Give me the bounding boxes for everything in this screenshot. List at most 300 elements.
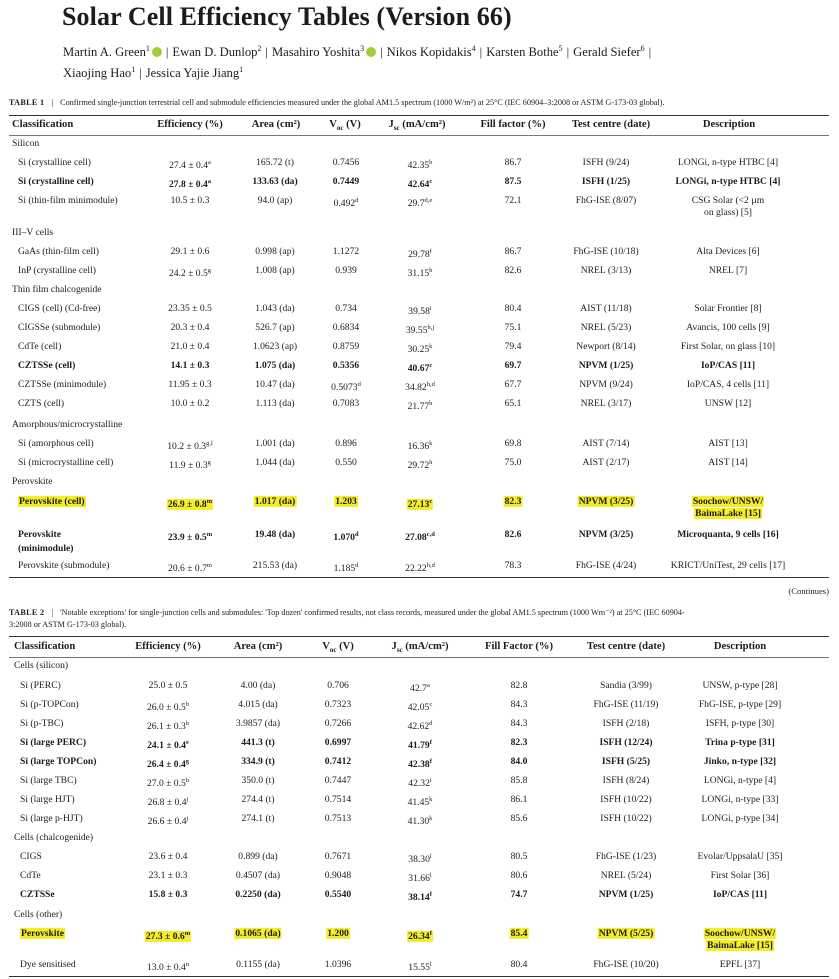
header-efficiency (135, 641, 201, 653)
cell-test-centre (601, 870, 652, 882)
cell-classification-cont (18, 543, 73, 555)
cell-jsc-text: 16.36$^k$ (407, 440, 433, 453)
author-separator: | (479, 45, 483, 60)
cell-voc (334, 195, 359, 210)
cell-area (255, 322, 294, 334)
cell-classification-text: Perovskite (21, 928, 64, 939)
cell-fill-factor (505, 322, 522, 334)
cell-area-text: 1.0623 (ap) (252, 341, 298, 352)
cell-jsc-text: 22.22$^{h,d}$ (405, 562, 435, 575)
cell-area-text: 4.015 (da) (238, 699, 278, 710)
cell-description-text: First Solar [36] (710, 870, 770, 881)
cell-test-centre (581, 265, 632, 277)
cell-jsc-text: 31.66$^l$ (408, 872, 432, 885)
cell-description-text: Soochow/UNSW/ (692, 496, 764, 507)
cell-voc-text: 0.7449 (332, 176, 360, 187)
cell-efficiency-text: 27.8 ± 0.4$^a$ (168, 178, 212, 191)
header-jsc-subscript: sc (393, 124, 400, 133)
cell-fill-factor (511, 813, 528, 825)
cell-jsc (408, 699, 432, 714)
header-jsc-unit: (mA/cm²) (399, 119, 446, 130)
cell-jsc-text: 42.38$^f$ (408, 758, 432, 771)
section-heading (14, 832, 93, 844)
author-affiliation: 3 (360, 44, 365, 53)
cell-jsc (408, 737, 432, 752)
cell-test-centre (603, 775, 650, 787)
cell-description-text: IoP/CAS, 4 cells [11] (686, 379, 770, 390)
cell-classification-text: CZTSSe (minimodule) (18, 379, 107, 390)
header-jsc-text: J (388, 119, 394, 130)
cell-jsc-footnote: h (429, 459, 433, 466)
cell-area-text: 133.63 (da) (252, 176, 298, 187)
cell-jsc-text: 38.14$^f$ (408, 891, 432, 904)
cell-jsc-text: 27.13$^c$ (407, 498, 433, 511)
table2-bottom-rule (9, 976, 829, 977)
table2-header-rule (9, 657, 829, 658)
cell-efficiency (168, 560, 212, 575)
cell-jsc-text: 31.15$^h$ (407, 267, 433, 280)
cell-test-centre-text: ISFH (10/22) (600, 794, 652, 805)
cell-area-text: 350.0 (t) (241, 775, 275, 786)
cell-description-text: FhG-ISE, p-type [29] (698, 699, 782, 710)
cell-fill-factor-text: 82.8 (510, 680, 528, 691)
cell-classification-text: Si (crystalline cell) (18, 157, 91, 168)
cell-efficiency-footnote: g (207, 267, 212, 274)
cell-efficiency-text: 26.1 ± 0.3$^b$ (146, 720, 190, 733)
cell-voc-text: 1.1272 (332, 246, 360, 257)
cell-voc (325, 813, 351, 825)
cell-voc (333, 246, 359, 258)
header-classification (14, 641, 75, 653)
cell-fill-factor-text: 82.6 (504, 265, 522, 276)
cell-fill-factor (511, 775, 528, 787)
cell-test-centre-text: NREL (5/23) (580, 322, 632, 333)
cell-jsc (408, 813, 433, 828)
cell-jsc (407, 928, 433, 943)
cell-fill-factor (505, 341, 522, 353)
cell-area-text: 1.001 (da) (255, 438, 295, 449)
cell-efficiency (169, 265, 211, 280)
cell-classification (20, 851, 42, 863)
cell-efficiency-text: 21.0 ± 0.4 (170, 341, 210, 352)
header-fill-factor (485, 641, 553, 653)
cell-fill-factor-text: 85.4 (510, 928, 528, 939)
cell-fill-factor (511, 794, 528, 806)
cell-test-centre-text: FhG-ISE (11/19) (593, 699, 659, 710)
author-name: Gerald Siefer (573, 45, 641, 60)
cell-classification-text: Si (p-TOPCon) (20, 699, 79, 710)
cell-classification-cont-text: (minimodule) (18, 543, 74, 554)
section-heading-text: III–V cells (12, 227, 54, 238)
cell-efficiency (171, 195, 210, 207)
cell-jsc-footnote: f (429, 758, 432, 765)
cell-area-text: 441.3 (t) (241, 737, 275, 748)
cell-fill-factor-text: 74.7 (510, 889, 528, 900)
cell-description (701, 360, 755, 372)
cell-test-centre (603, 718, 650, 730)
cell-test-centre (598, 928, 655, 940)
cell-test-centre-text: FhG-ISE (10/20) (593, 959, 659, 970)
cell-voc (325, 775, 351, 787)
cell-classification (18, 457, 113, 469)
cell-jsc (405, 529, 435, 544)
cell-efficiency-footnote: m (184, 930, 191, 937)
cell-voc-text: 0.7447 (324, 775, 352, 786)
cell-fill-factor-text: 84.3 (510, 718, 528, 729)
cell-jsc-footnote: a (426, 682, 430, 689)
cell-test-centre (579, 379, 633, 391)
cell-jsc-footnote: h (429, 267, 433, 274)
cell-efficiency (147, 718, 189, 733)
author-separator: | (165, 45, 169, 60)
header-fill-factor-text: Fill factor (%) (480, 119, 546, 130)
cell-jsc-footnote: l (429, 961, 432, 968)
cell-test-centre (583, 438, 630, 450)
cell-fill-factor (510, 928, 529, 940)
table1-bottom-rule (9, 577, 829, 578)
author-name: Ewan D. Dunlop (172, 45, 258, 60)
cell-efficiency-text: $26.9 \pm 0.8^m$ (167, 498, 213, 511)
cell-efficiency-footnote: m (206, 498, 213, 505)
cell-area (234, 928, 281, 940)
cell-description (694, 303, 761, 315)
table1-label: TABLE 1 (9, 98, 45, 107)
cell-jsc-text: 42.7$^a$ (410, 682, 430, 695)
cell-voc-text: 0.7412 (324, 756, 352, 767)
cell-area-text: 0.998 (ap) (255, 246, 295, 257)
cell-voc (333, 529, 358, 544)
cell-classification-text: CIGS (20, 851, 42, 862)
cell-efficiency-footnote: a (207, 159, 211, 166)
cell-jsc-text: 38.30$^l$ (408, 853, 432, 866)
cell-test-centre (600, 794, 651, 806)
cell-efficiency (168, 529, 212, 544)
cell-classification (18, 195, 118, 207)
cell-description (702, 794, 779, 806)
cell-area (253, 560, 297, 572)
cell-efficiency-footnote: m (206, 531, 213, 538)
cell-jsc-text: 34.82$^{h,d}$ (405, 381, 435, 394)
cell-area (255, 246, 294, 258)
cell-efficiency-text: 24.2 ± 0.5$^g$ (168, 267, 212, 280)
header-test-centre-text: Test centre (date) (571, 119, 651, 130)
header-fill-factor-text: Fill Factor (%) (484, 641, 554, 652)
cell-jsc-footnote: f (429, 248, 432, 255)
cell-test-centre-text: ISFH (2/18) (602, 718, 650, 729)
cell-efficiency-text: 24.1 ± 0.4$^e$ (147, 739, 189, 752)
author-affiliation: 2 (257, 44, 262, 53)
cell-area (236, 870, 280, 882)
cell-jsc (408, 794, 433, 809)
cell-efficiency (149, 680, 188, 692)
cell-area-text: 0.4507 (da) (235, 870, 281, 881)
cell-fill-factor-text: 69.8 (504, 438, 522, 449)
cell-voc-text: 1.0396 (324, 959, 352, 970)
cell-test-centre-text: AIST (7/14) (582, 438, 630, 449)
cell-classification-text: CdTe (20, 870, 41, 881)
cell-fill-factor-text: 84.3 (510, 699, 528, 710)
cell-fill-factor (505, 303, 522, 315)
cell-jsc (408, 157, 433, 172)
section-heading (14, 909, 62, 921)
cell-test-centre (573, 246, 638, 258)
cell-area-text: 19.48 (da) (254, 529, 296, 540)
cell-classification (20, 959, 76, 971)
cell-description (720, 959, 760, 971)
table1-continues: (Continues) (788, 586, 829, 596)
cell-voc-text: 0.8759 (332, 341, 360, 352)
cell-classification-text: Si (large TOPCon) (20, 756, 97, 767)
cell-area-text: 215.53 (da) (252, 560, 298, 571)
cell-jsc-footnote: h,d (426, 562, 435, 569)
cell-efficiency (148, 813, 189, 828)
cell-fill-factor-text: 86.7 (504, 246, 522, 257)
cell-description (706, 718, 774, 730)
cell-fill-factor-text: 85.8 (510, 775, 528, 786)
cell-jsc (408, 457, 433, 472)
cell-jsc-text: 41.30$^k$ (407, 815, 433, 828)
cell-jsc (408, 265, 433, 280)
cell-jsc-footnote: c (429, 178, 433, 185)
cell-area (241, 756, 275, 768)
author-separator: | (380, 45, 383, 60)
cell-voc-text: 0.5540 (324, 889, 352, 900)
cell-jsc-footnote: i (429, 777, 432, 784)
cell-efficiency-text: 14.1 ± 0.3 (170, 360, 210, 371)
cell-description (704, 756, 776, 768)
cell-jsc (408, 246, 432, 261)
cell-area (238, 699, 277, 711)
cell-description-cont-text: BaimaLake [15] (695, 508, 761, 519)
cell-description-cont-text: on glass) [5] (704, 207, 752, 218)
header-jsc-subscript: sc (396, 646, 403, 655)
cell-description-text: ISFH, p-type [30] (705, 718, 775, 729)
header-test-centre (587, 641, 665, 653)
header-voc-subscript: oc (329, 646, 337, 655)
cell-description-text: Trina p-type [31] (705, 737, 775, 748)
cell-description-text: IoP/CAS [11] (712, 889, 768, 900)
cell-area (255, 457, 294, 469)
cell-fill-factor-text: 75.1 (504, 322, 522, 333)
cell-test-centre-text: AIST (11/18) (580, 303, 632, 314)
cell-classification (20, 813, 83, 825)
cell-efficiency-text: $27.3 \pm 0.6^m$ (145, 930, 191, 943)
cell-classification-text: Si (microcrystalline cell) (18, 457, 114, 468)
cell-efficiency-text: 10.5 ± 0.3 (170, 195, 210, 206)
cell-description-text: AIST [13] (708, 438, 748, 449)
cell-description-text: Soochow/UNSW/ (704, 928, 776, 939)
cell-efficiency-text: 20.3 ± 0.4 (170, 322, 210, 333)
cell-classification-text: Si (crystalline cell) (18, 176, 94, 187)
cell-voc-text: 0.734 (335, 303, 357, 314)
cell-jsc-text: 21.77$^h$ (407, 400, 433, 413)
cell-efficiency (147, 959, 189, 974)
cell-classification-text: Si (large p-HJT) (20, 813, 83, 824)
author-affiliation: 1 (239, 65, 244, 75)
cell-description-text: LONGi, n-type HTBC [4] (677, 157, 779, 168)
cell-voc (325, 851, 351, 863)
cell-classification (18, 322, 100, 334)
cell-classification (18, 379, 106, 391)
cell-area (241, 775, 274, 787)
cell-fill-factor (511, 737, 528, 749)
author-separator: | (648, 45, 652, 60)
cell-classification (20, 737, 86, 749)
cell-jsc (408, 870, 431, 885)
cell-fill-factor (511, 889, 528, 901)
cell-classification-text: Si (thin-film minimodule) (18, 195, 118, 206)
cell-area (241, 737, 275, 749)
cell-efficiency (171, 398, 210, 410)
cell-fill-factor-text: 80.4 (510, 959, 528, 970)
cell-efficiency (147, 756, 189, 771)
cell-area (255, 438, 294, 450)
cell-voc-text: 0.7671 (324, 851, 352, 862)
cell-description-text: LONGi, n-type [4] (703, 775, 777, 786)
cell-test-centre (579, 360, 634, 372)
section-heading (12, 419, 122, 431)
cell-description-text: First Solar, on glass [10] (680, 341, 776, 352)
cell-efficiency-footnote: a (207, 178, 212, 185)
cell-test-centre-text: NREL (5/24) (600, 870, 652, 881)
section-heading-text: Thin film chalcogenide (12, 284, 102, 295)
header-jsc (389, 119, 446, 134)
cell-jsc (408, 195, 433, 210)
cell-fill-factor (511, 851, 528, 863)
cell-voc-text: 0.5356 (332, 360, 360, 371)
cell-description (711, 870, 770, 882)
section-heading-text: Cells (silicon) (14, 660, 69, 671)
cell-fill-factor-text: 86.7 (504, 157, 522, 168)
header-efficiency (157, 119, 223, 131)
cell-test-centre-text: ISFH (10/22) (600, 813, 652, 824)
cell-classification (20, 718, 63, 730)
cell-fill-factor (505, 195, 522, 207)
cell-fill-factor (505, 398, 522, 410)
cell-test-centre (599, 889, 654, 901)
cell-test-centre-text: NPVM (9/24) (579, 379, 633, 390)
cell-description-text: LONGi, n-type [33] (701, 794, 779, 805)
header-test-centre (572, 119, 650, 131)
cell-voc (335, 457, 357, 469)
cell-area (236, 718, 280, 730)
cell-jsc (408, 360, 432, 375)
cell-classification (18, 360, 75, 372)
cell-fill-factor (504, 496, 523, 508)
cell-fill-factor (505, 157, 522, 169)
cell-test-centre-text: FhG-ISE (4/24) (575, 560, 637, 571)
cell-fill-factor-text: 75.0 (504, 457, 522, 468)
cell-efficiency-text: 26.0 ± 0.5$^b$ (146, 701, 190, 714)
cell-test-centre-text: ISFH (1/25) (581, 176, 631, 187)
cell-classification (20, 928, 65, 940)
cell-jsc-footnote: c (429, 498, 433, 505)
cell-fill-factor (505, 379, 522, 391)
cell-efficiency-text: 26.4 ± 0.4$^g$ (146, 758, 190, 771)
cell-jsc (408, 303, 431, 318)
cell-fill-factor (505, 438, 522, 450)
cell-area (235, 889, 280, 901)
cell-voc (327, 680, 349, 692)
cell-efficiency (148, 794, 189, 809)
cell-area-text: 526.7 (ap) (255, 322, 295, 333)
cell-voc (325, 737, 351, 749)
cell-efficiency (147, 699, 189, 714)
cell-test-centre (602, 756, 650, 768)
cell-test-centre (583, 157, 630, 169)
cell-area-text: 1.043 (da) (255, 303, 295, 314)
cell-area-text: 1.113 (da) (255, 398, 295, 409)
author-affiliation: 1 (145, 44, 150, 53)
author-affiliation: 6 (640, 44, 645, 53)
cell-test-centre (578, 496, 635, 508)
section-heading-text: Amorphous/microcrystalline (12, 419, 123, 430)
cell-test-centre (600, 680, 652, 692)
section-heading (12, 138, 39, 150)
cell-classification (18, 246, 99, 258)
cell-voc (333, 360, 359, 372)
author-affiliation: 1 (131, 65, 136, 75)
cell-efficiency (149, 870, 188, 882)
header-classification-text: Classification (14, 641, 76, 652)
cell-area (253, 341, 297, 353)
cell-test-centre-text: Newport (8/14) (576, 341, 636, 352)
header-test-centre-text: Test centre (date) (586, 641, 666, 652)
cell-description-text: Alta Devices [6] (696, 246, 760, 257)
cell-test-centre-text: ISFH (8/24) (602, 775, 650, 786)
cell-area-text: 0.2250 (da) (235, 889, 281, 900)
cell-test-centre-text: NPVM (3/25) (578, 529, 634, 540)
cell-description-text: Evolar/UppsalaU [35] (697, 851, 783, 862)
section-heading (14, 660, 68, 672)
cell-test-centre (583, 457, 630, 469)
cell-fill-factor-text: 79.4 (504, 341, 522, 352)
cell-classification (18, 398, 64, 410)
cell-description-cont (694, 508, 762, 520)
header-voc-unit: (V) (336, 641, 354, 652)
cell-jsc-footnote: c,d (426, 531, 435, 538)
cell-voc (325, 870, 351, 882)
cell-efficiency-footnote: j (186, 796, 189, 803)
cell-efficiency-footnote: e (185, 739, 189, 746)
cell-jsc-footnote: k (429, 796, 433, 803)
cell-area (236, 959, 280, 971)
cell-efficiency (171, 246, 210, 258)
header-jsc (392, 641, 449, 656)
cell-area-text: 165.72 (t) (256, 157, 294, 168)
header-voc-text: V (329, 119, 337, 130)
cell-voc-text: 1.185$^d$ (333, 562, 359, 575)
cell-description-cont-text: BaimaLake [15] (707, 940, 773, 951)
cell-test-centre-text: NREL (3/13) (580, 265, 632, 276)
header-description (714, 641, 766, 653)
cell-voc-text: 0.7514 (324, 794, 352, 805)
cell-efficiency (168, 303, 212, 315)
cell-area (256, 157, 294, 169)
cell-test-centre-text: ISFH (12/24) (599, 737, 653, 748)
paper-title: Solar Cell Efficiency Tables (Version 66) (62, 2, 512, 31)
cell-jsc (405, 560, 435, 575)
cell-description-text: NREL [7] (708, 265, 748, 276)
cell-test-centre (581, 398, 632, 410)
header-description-text: Description (702, 119, 756, 130)
author-separator: | (566, 45, 570, 60)
cell-voc (333, 322, 359, 334)
cell-efficiency-text: 23.6 ± 0.4 (148, 851, 188, 862)
cell-description (705, 737, 775, 749)
cell-classification (18, 265, 96, 277)
cell-voc-text: 0.7266 (324, 718, 352, 729)
